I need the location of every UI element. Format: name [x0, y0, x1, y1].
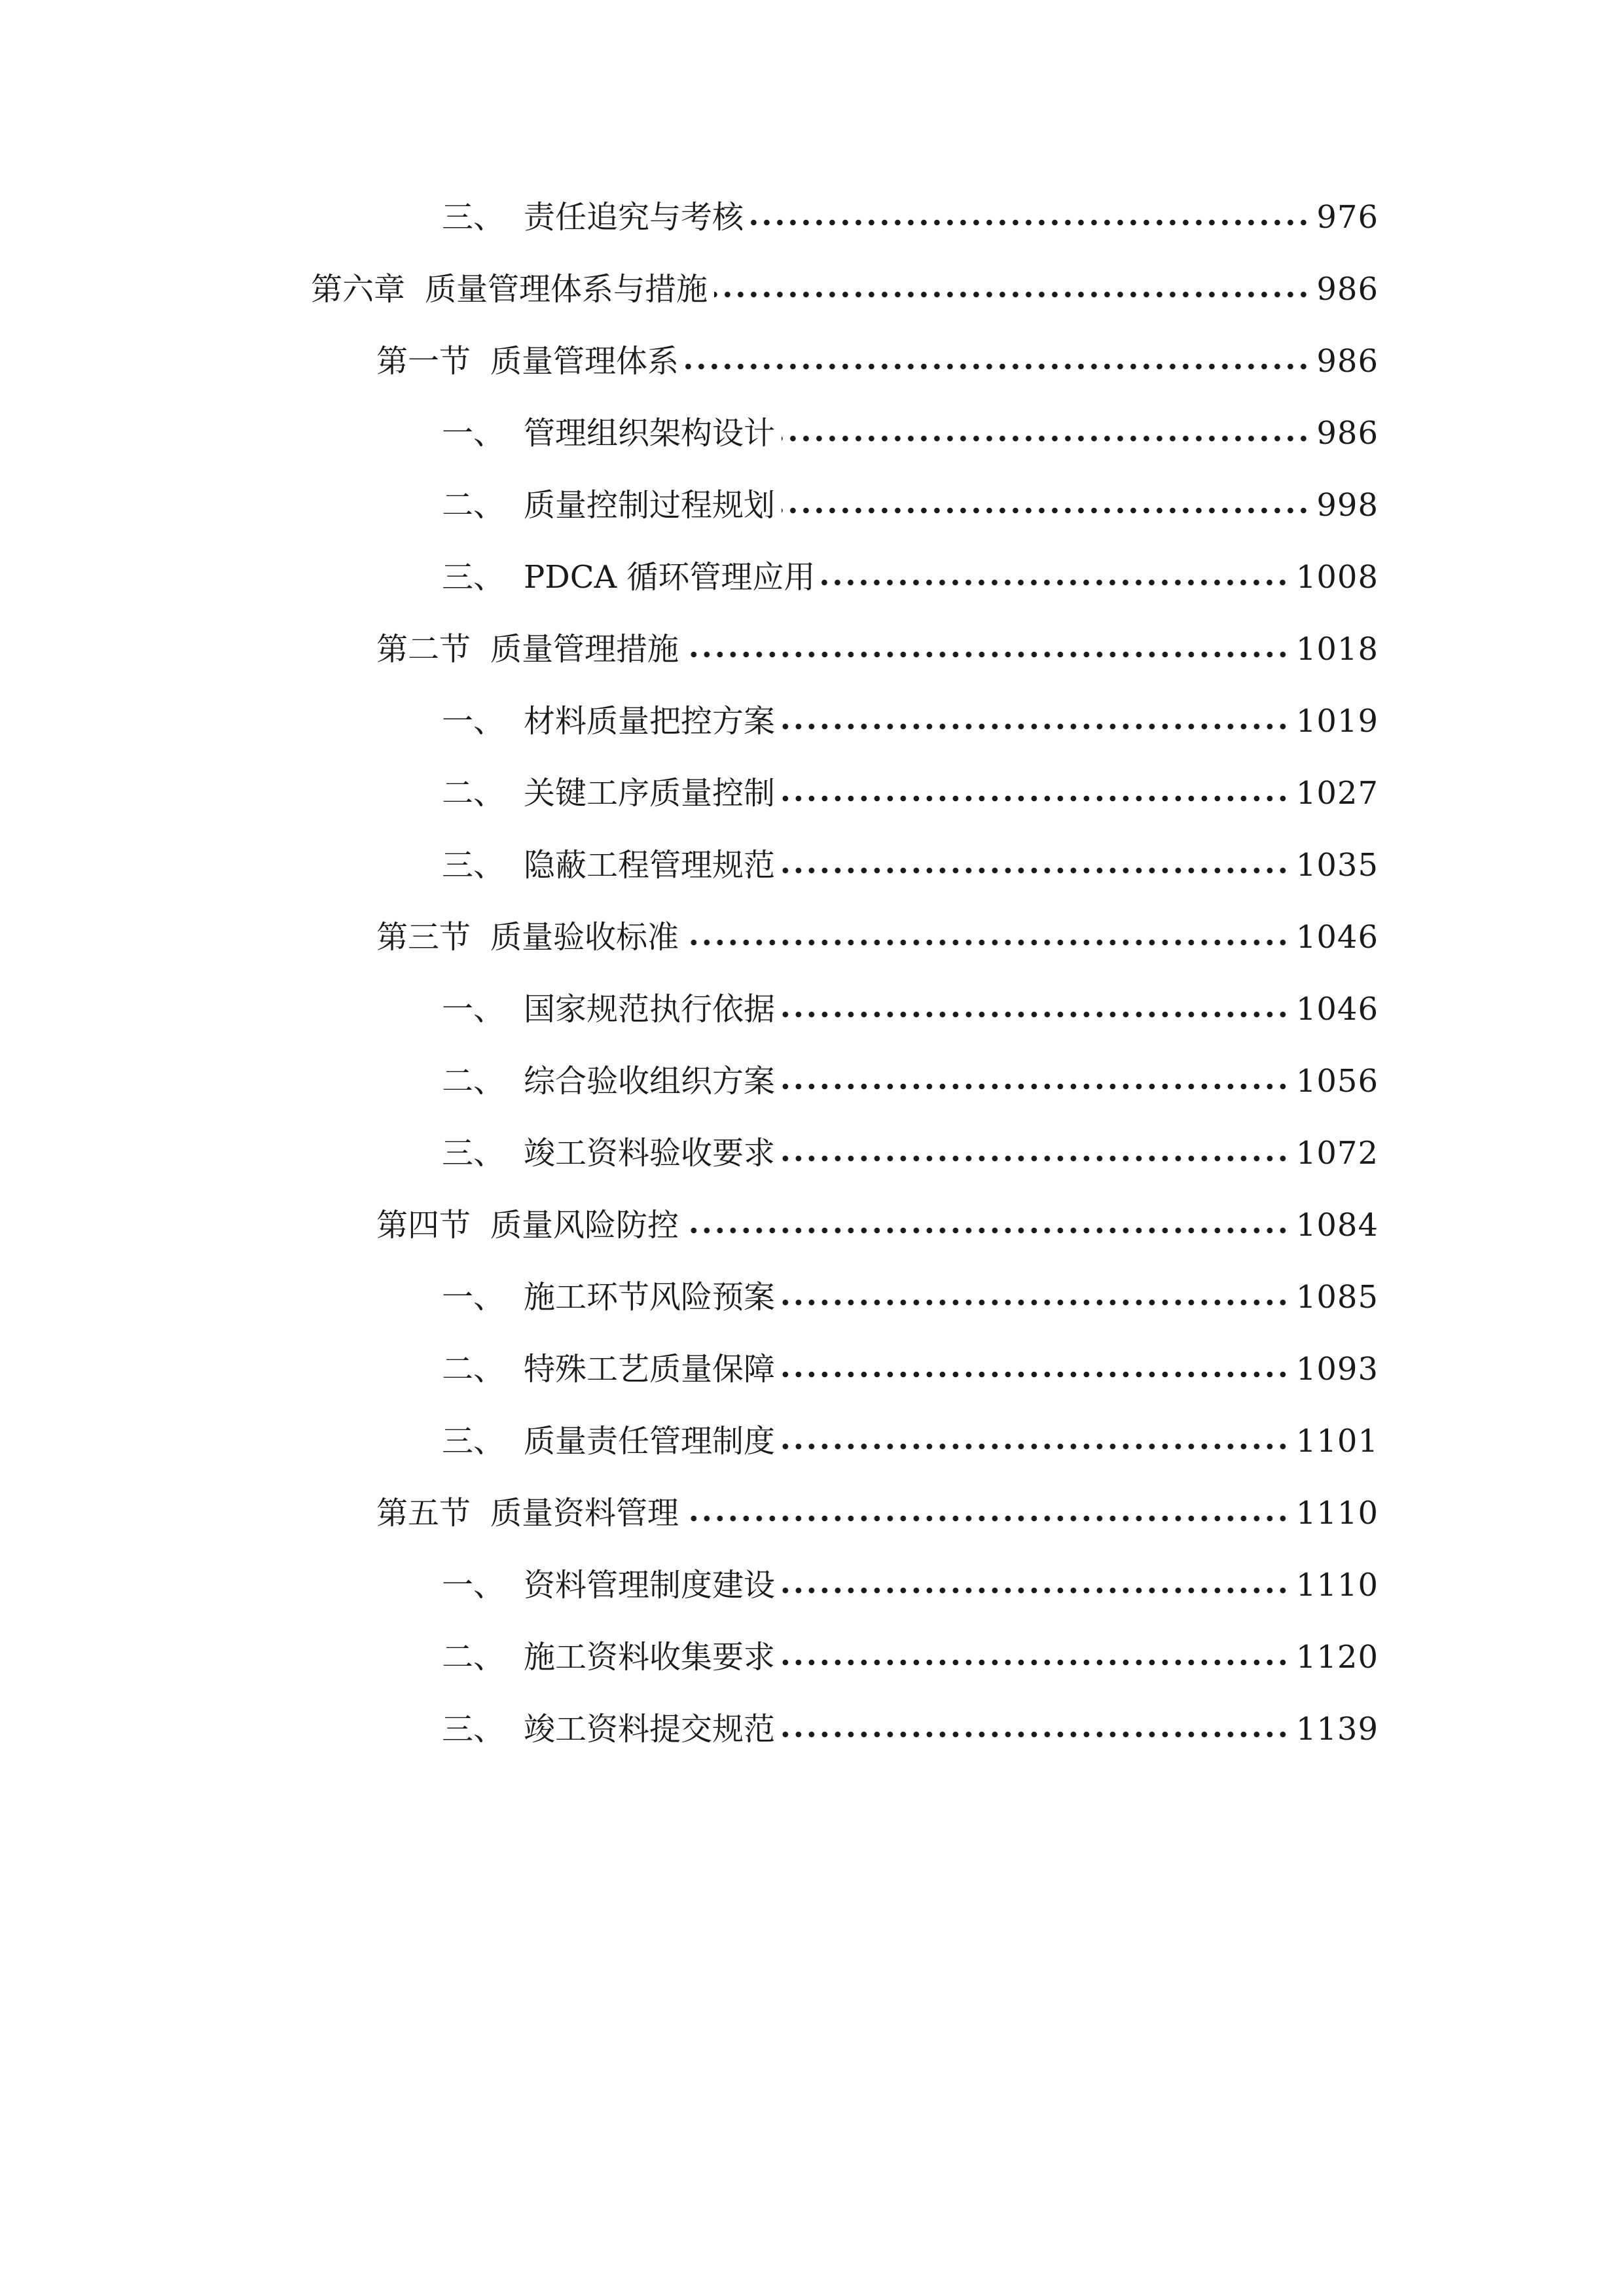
entry-title: 质量控制过程规划: [524, 487, 776, 524]
dot-leader: [782, 1154, 1290, 1163]
dot-leader: [685, 650, 1290, 659]
entry-number: 二、: [442, 775, 505, 812]
toc-entry[interactable]: [442, 551, 1379, 603]
dot-leader: [782, 794, 1290, 803]
dot-leader: [782, 1298, 1290, 1307]
toc-entry[interactable]: [442, 479, 1379, 531]
entry-number: 第五节: [376, 1495, 471, 1532]
entry-title: PDCA 循环管理应用: [524, 559, 816, 596]
entry-page-number: 1110: [1295, 1495, 1379, 1532]
entry-label: [442, 983, 775, 1035]
entry-page-number: 1110: [1295, 1567, 1379, 1604]
toc-entry[interactable]: [442, 695, 1379, 747]
entry-label: [442, 1271, 775, 1323]
entry-label: [376, 1199, 679, 1251]
entry-label: [442, 1055, 775, 1107]
entry-number: 一、: [442, 703, 505, 740]
entry-number: 二、: [442, 1063, 505, 1100]
entry-label: [442, 695, 775, 747]
toc-entry[interactable]: [376, 1199, 1379, 1251]
entry-number: 三、: [442, 1423, 505, 1460]
entry-number: 第四节: [376, 1207, 471, 1244]
entry-page-number: 1008: [1295, 559, 1379, 596]
entry-number: 三、: [442, 847, 505, 884]
dot-leader: [782, 1730, 1290, 1739]
dot-leader: [782, 866, 1290, 875]
entry-title: 质量责任管理制度: [524, 1423, 776, 1460]
entry-number: 一、: [442, 1279, 505, 1316]
dot-leader: [821, 578, 1289, 587]
entry-number: 二、: [442, 1351, 505, 1388]
entry-number: 第三节: [376, 919, 471, 956]
entry-number: 三、: [442, 199, 505, 236]
dot-leader: [782, 722, 1290, 731]
entry-page-number: 976: [1316, 199, 1379, 236]
entry-page-number: 1018: [1295, 631, 1379, 668]
entry-page-number: 1046: [1295, 991, 1379, 1028]
entry-number: 第二节: [376, 631, 471, 668]
entry-number: 三、: [442, 1711, 505, 1748]
dot-leader: [685, 362, 1310, 371]
toc-entry[interactable]: [442, 1343, 1379, 1395]
entry-label: [442, 1703, 775, 1755]
dot-leader: [782, 1010, 1290, 1019]
entry-label: [442, 1343, 775, 1395]
toc-entry[interactable]: [376, 623, 1379, 675]
dot-leader: [782, 434, 1310, 443]
entry-label: [442, 191, 744, 243]
entry-page-number: 1093: [1295, 1351, 1379, 1388]
entry-title: 施工资料收集要求: [524, 1639, 776, 1676]
entry-title: 质量管理体系与措施: [425, 271, 708, 308]
entry-page-number: 1072: [1295, 1135, 1379, 1172]
dot-leader: [685, 1514, 1290, 1523]
toc-entry[interactable]: [376, 911, 1379, 963]
entry-label: [442, 1415, 775, 1467]
entry-title: 质量管理措施: [490, 631, 679, 668]
entry-label: [376, 911, 679, 963]
entry-label: [376, 1487, 679, 1539]
entry-title: 材料质量把控方案: [524, 703, 776, 740]
dot-leader: [782, 1586, 1290, 1595]
toc-entry[interactable]: [442, 407, 1379, 459]
entry-title: 资料管理制度建设: [524, 1567, 776, 1604]
entry-page-number: 1084: [1295, 1207, 1379, 1244]
entry-title: 责任追究与考核: [524, 199, 744, 236]
entry-title: 管理组织架构设计: [524, 415, 776, 452]
entry-title: 综合验收组织方案: [524, 1063, 776, 1100]
dot-leader: [782, 1442, 1290, 1451]
entry-page-number: 998: [1316, 487, 1379, 524]
entry-page-number: 1046: [1295, 919, 1379, 956]
entry-label: [442, 1559, 775, 1611]
entry-number: 一、: [442, 1567, 505, 1604]
entry-title: 质量风险防控: [490, 1207, 679, 1244]
dot-leader: [714, 290, 1310, 299]
entry-label: [376, 335, 679, 387]
entry-label: [442, 839, 775, 891]
dot-leader: [685, 938, 1290, 947]
entry-title: 特殊工艺质量保障: [524, 1351, 776, 1388]
entry-page-number: 986: [1316, 271, 1379, 308]
entry-number: 三、: [442, 1135, 505, 1172]
toc-entry[interactable]: [442, 1127, 1379, 1179]
entry-number: 第一节: [376, 343, 471, 380]
entry-page-number: 1019: [1295, 703, 1379, 740]
toc-entry[interactable]: [442, 839, 1379, 891]
entry-page-number: 1120: [1295, 1639, 1379, 1676]
entry-number: 二、: [442, 487, 505, 524]
dot-leader: [782, 1658, 1290, 1667]
toc-entry[interactable]: [442, 1415, 1379, 1467]
entry-title: 隐蔽工程管理规范: [524, 847, 776, 884]
entry-label: [442, 767, 775, 819]
dot-leader: [782, 506, 1310, 515]
toc-entry[interactable]: [376, 335, 1379, 387]
entry-title: 质量资料管理: [490, 1495, 679, 1532]
toc-entry[interactable]: [311, 263, 1379, 315]
toc-entry[interactable]: [442, 1631, 1379, 1683]
toc-entry[interactable]: [442, 1559, 1379, 1611]
entry-page-number: 986: [1316, 415, 1379, 452]
entry-number: 第六章: [311, 271, 406, 308]
entry-number: 一、: [442, 991, 505, 1028]
dot-leader: [782, 1370, 1290, 1379]
entry-label: [442, 1631, 775, 1683]
entry-page-number: 1027: [1295, 775, 1379, 812]
entry-title: 国家规范执行依据: [524, 991, 776, 1028]
dot-leader: [750, 218, 1310, 227]
toc-entry[interactable]: [442, 983, 1379, 1035]
entry-number: 三、: [442, 559, 505, 596]
entry-label: [442, 407, 775, 459]
entry-number: 二、: [442, 1639, 505, 1676]
entry-title: 质量管理体系: [490, 343, 679, 380]
entry-title: 竣工资料验收要求: [524, 1135, 776, 1172]
entry-title: 竣工资料提交规范: [524, 1711, 776, 1748]
entry-page-number: 1056: [1295, 1063, 1379, 1100]
toc-entry[interactable]: [442, 1271, 1379, 1323]
toc-entry[interactable]: [442, 767, 1379, 819]
entry-title: 质量验收标准: [490, 919, 679, 956]
entry-page-number: 1035: [1295, 847, 1379, 884]
entry-page-number: 1101: [1295, 1423, 1379, 1460]
entry-label: [376, 623, 679, 675]
entry-label: [311, 263, 708, 315]
toc-entry[interactable]: [442, 1703, 1379, 1755]
entry-title: 施工环节风险预案: [524, 1279, 776, 1316]
toc-entry[interactable]: [442, 1055, 1379, 1107]
entry-label: [442, 551, 815, 603]
toc-entry[interactable]: [376, 1487, 1379, 1539]
entry-label: [442, 1127, 775, 1179]
entry-page-number: 1139: [1295, 1711, 1379, 1748]
entry-label: [442, 479, 775, 531]
dot-leader: [782, 1082, 1290, 1091]
entry-page-number: 1085: [1295, 1279, 1379, 1316]
entry-number: 一、: [442, 415, 505, 452]
toc-entry[interactable]: [442, 191, 1379, 243]
entry-page-number: 986: [1316, 343, 1379, 380]
dot-leader: [685, 1226, 1290, 1235]
entry-title: 关键工序质量控制: [524, 775, 776, 812]
